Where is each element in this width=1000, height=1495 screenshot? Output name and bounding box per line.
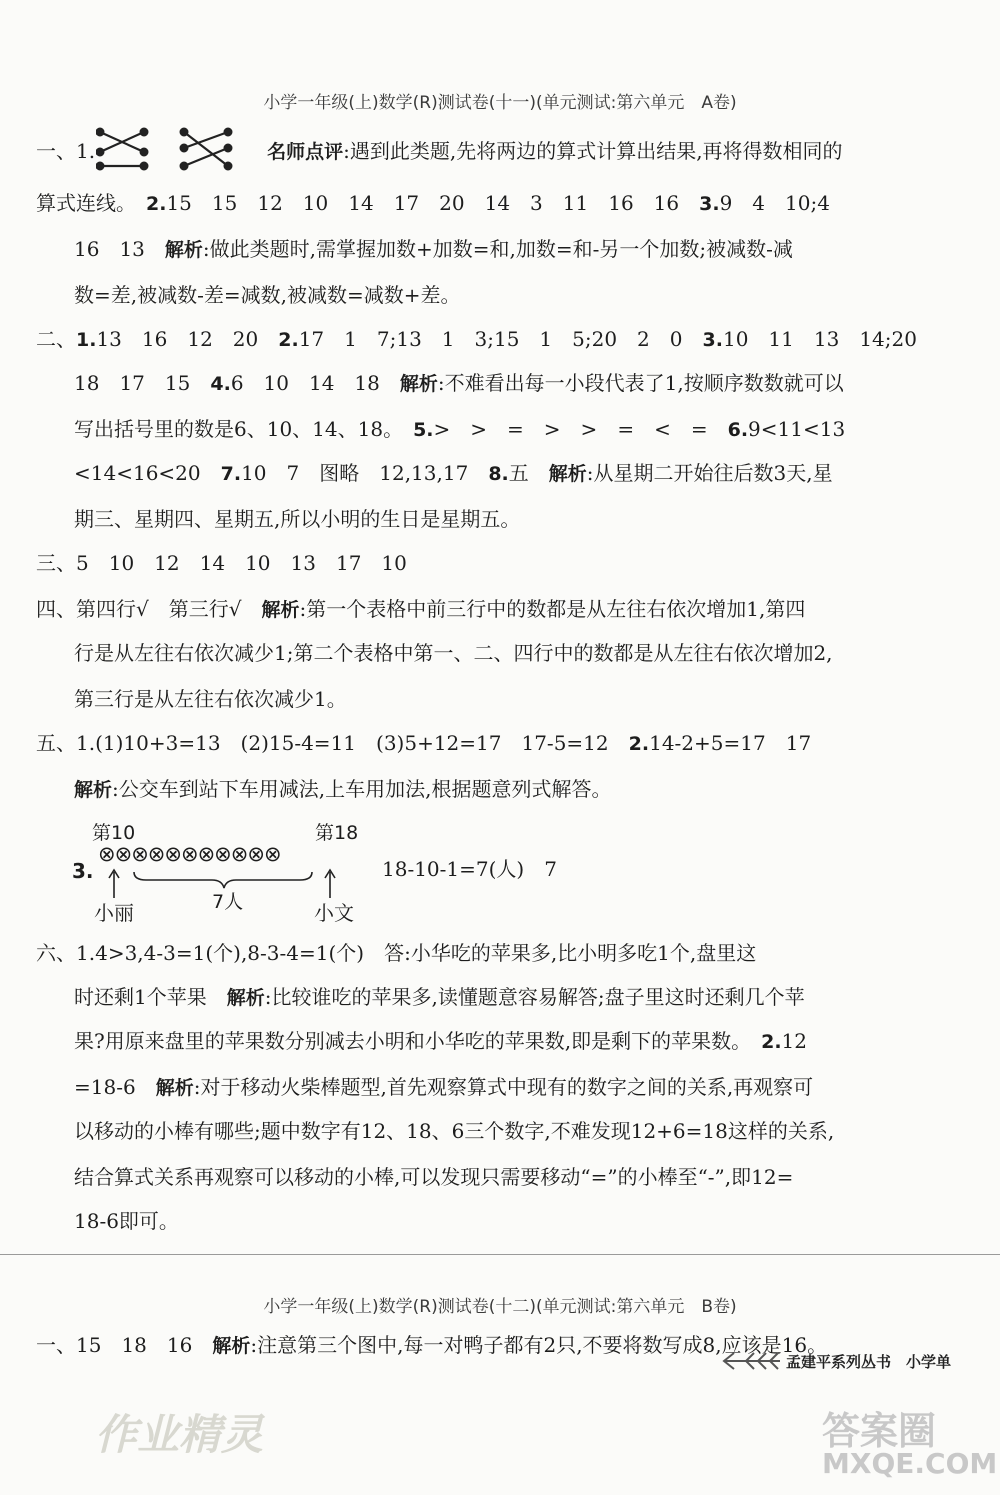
line-17: [36, 938, 756, 968]
line-text: 五: [508, 461, 529, 485]
question-number: 1.: [76, 329, 97, 351]
section-number: 六、1.: [36, 941, 96, 965]
logo-watermark: 答案圈: [822, 1409, 937, 1453]
question-number: 5.: [413, 419, 434, 441]
name-xiaowen: 小文: [314, 901, 354, 925]
question-number: 7.: [220, 463, 242, 485]
line-text: 四、第四行√ 第三行√: [36, 597, 242, 621]
line-8: [74, 458, 833, 489]
analysis-label: 解析: [261, 599, 300, 621]
question-number: 3.: [72, 859, 94, 883]
section-divider: [0, 1254, 1000, 1255]
question-number: 2.: [278, 329, 299, 351]
line-21: 以移动的小棒有哪些;题中数字有12、18、6三个数字,不难发现12+6=18这样的关系,: [74, 1119, 835, 1143]
line-text: :遇到此类题,先将两边的算式计算出结果,再将得数相同的: [343, 139, 843, 163]
line-text: 9<11<13: [748, 417, 846, 441]
line-text: 时还剩1个苹果: [74, 985, 207, 1009]
count-label: 7人: [212, 891, 244, 913]
line-text: 10 7 图略 12,13,17: [241, 461, 469, 485]
line-9: 期三、星期四、星期五,所以小明的生日是星期五。: [74, 507, 521, 531]
name-xiaoli: 小丽: [94, 901, 134, 925]
line-text: :做此类题时,需掌握加数+加数=和,加数=和-另一个加数;被减数-减: [202, 237, 793, 261]
line-text: 算式连线。: [36, 191, 126, 215]
line-text: :第一个表格中前三行中的数都是从左往右依次增加1,第四: [299, 597, 806, 621]
line-text: 9 4 10;4: [719, 191, 830, 215]
question-number: 3.: [702, 329, 723, 351]
line-5: [36, 324, 917, 355]
line-text: :从星期二开始往后数3天,星: [586, 461, 833, 485]
line-text: :注意第三个图中,每一对鸭子都有2只,不要将数写成8,应该是16。: [250, 1333, 828, 1357]
line-10: 三、5 10 12 14 10 13 17 10: [36, 551, 407, 575]
line-text: :公交车到站下车用减法,上车用加法,根据题意列式解答。: [112, 777, 612, 801]
line-text: 14-2+5=17 17: [649, 731, 812, 755]
queue-circles: ⊗⊗⊗⊗⊗⊗⊗⊗⊗⊗⊗: [98, 842, 281, 866]
line-11: [36, 594, 805, 625]
question-number: 3.: [699, 193, 720, 215]
line-20: [74, 1072, 813, 1103]
line-2: [36, 188, 830, 219]
label-position-10: 第10: [92, 822, 136, 844]
test-header-a: 小学一年级(上)数学(R)测试卷(十一)(单元测试:第六单元 A卷): [263, 93, 737, 113]
section-number: 二、: [36, 327, 76, 351]
series-footer: 孟建平系列丛书 小学单: [786, 1353, 952, 1371]
line-text: 13 16 12 20: [96, 327, 259, 351]
line-text: 10 11 13 14;20: [722, 327, 917, 351]
analysis-label: 解析: [548, 463, 587, 485]
line-text: 6 10 14 18: [230, 371, 380, 395]
line-text: 12: [781, 1029, 807, 1053]
arrow-icon: [720, 1350, 782, 1372]
line-text: 16 13: [74, 237, 145, 261]
line-15: [74, 774, 611, 805]
line-text: 果?用原来盘里的苹果数分别减去小明和小华吃的苹果数,即是剩下的苹果数。: [74, 1029, 742, 1053]
analysis-label: 解析: [164, 239, 203, 261]
label-position-18: 第18: [315, 822, 359, 844]
site-watermark: MXQE.COM: [822, 1447, 998, 1480]
line-text: 写出括号里的数是6、10、14、18。: [74, 417, 394, 441]
line-1: [36, 136, 843, 167]
line-14: [36, 728, 811, 759]
line-12: 行是从左往右依次减少1;第二个表格中第一、二、四行中的数都是从左往右依次增加2,: [74, 641, 833, 665]
line-22: 结合算式关系再观察可以移动的小棒,可以发现只需要移动“=”的小棒至“-”,即12=: [74, 1165, 794, 1189]
test-header-b: 小学一年级(上)数学(R)测试卷(十二)(单元测试:第六单元 B卷): [263, 1297, 737, 1317]
line-4: 数=差,被减数-差=减数,被减数=减数+差。: [74, 283, 461, 307]
line-b1: [36, 1330, 827, 1361]
analysis-label: 解析: [155, 1077, 194, 1099]
line-6: [74, 368, 844, 399]
line-text: =18-6: [74, 1075, 136, 1099]
line-18: [74, 982, 805, 1013]
line-text: 17 1 7;13 1 3;15 1 5;20 2 0: [298, 327, 683, 351]
question-number: 4.: [210, 373, 231, 395]
section-number: 一、1.: [36, 139, 96, 163]
review-label: 名师点评: [267, 141, 344, 163]
question-number: 2.: [146, 193, 167, 215]
line-19: [74, 1026, 807, 1057]
line-text: 一、15 18 16: [36, 1333, 193, 1357]
analysis-label: 解析: [74, 779, 113, 801]
line-text: <14<16<20: [74, 461, 201, 485]
analysis-label: 解析: [226, 987, 265, 1009]
queue-equation: 18-10-1=7(人) 7: [382, 857, 557, 881]
line-text: > > = > > = < =: [433, 417, 708, 441]
line-text: 五、1.(1)10+3=13 (2)15-4=11 (3)5+12=17 17-5=12: [36, 731, 609, 755]
question-number: 8.: [488, 463, 509, 485]
question-number: 2.: [628, 733, 650, 755]
line-23: 18-6即可。: [74, 1209, 179, 1233]
line-text: :不难看出每一小段代表了1,按顺序数数就可以: [437, 371, 844, 395]
line-text: 4>3,4-3=1(个),8-3-4=1(个) 答:小华吃的苹果多,比小明多吃1个,盘里这: [95, 941, 757, 965]
line-13: 第三行是从左往右依次减少1。: [74, 687, 347, 711]
line-7: [74, 414, 845, 445]
line-text: 15 15 12 10 14 17 20 14 3 11 16 16: [166, 191, 680, 215]
line-text: 18 17 15: [74, 371, 191, 395]
line-text: :比较谁吃的苹果多,读懂题意容易解答;盘子里这时还剩几个苹: [264, 985, 805, 1009]
line-3: [74, 234, 793, 265]
stamp-watermark: 作业精灵: [95, 1410, 264, 1459]
question-number: 6.: [727, 419, 749, 441]
analysis-label: 解析: [212, 1335, 251, 1357]
question-number: 2.: [761, 1031, 782, 1053]
analysis-label: 解析: [399, 373, 438, 395]
line-text: :对于移动火柴棒题型,首先观察算式中现有的数字之间的关系,再观察可: [193, 1075, 814, 1099]
